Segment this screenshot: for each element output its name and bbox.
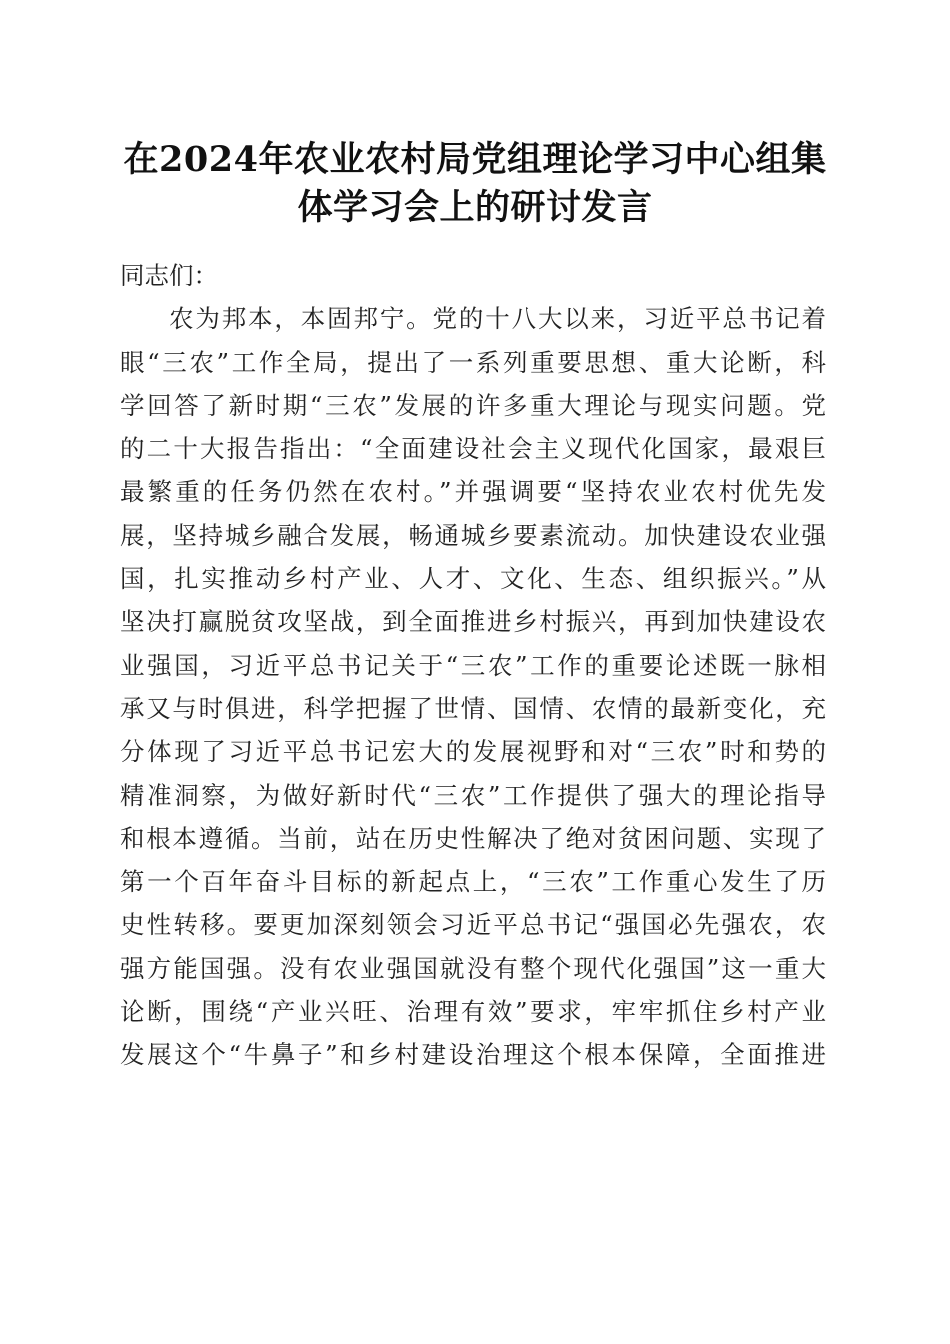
paragraph-line: 农为邦本，本固邦宁。党的十八大以来，习近平总书记着 — [169, 304, 826, 334]
paragraph-line: 承又与时俱进，科学把握了世情、国情、农情的最新变化，充 — [120, 693, 826, 723]
paragraph-line: 分体现了习近平总书记宏大的发展视野和对“三农”时和势的 — [120, 737, 826, 767]
paragraph-line: 发展这个“牛鼻子”和乡村建设治理这个根本保障，全面推进 — [120, 1040, 826, 1070]
paragraph-line: 史性转移。要更加深刻领会习近平总书记“强国必先强农，农 — [120, 910, 826, 940]
paragraph-line: 的二十大报告指出：“全面建设社会主义现代化国家，最艰巨 — [120, 434, 826, 464]
paragraph-line: 坚决打赢脱贫攻坚战，到全面推进乡村振兴，再到加快建设农 — [120, 607, 826, 637]
paragraph-line: 论断，围绕“产业兴旺、治理有效”要求，牢牢抓住乡村产业 — [120, 997, 826, 1027]
document-title — [100, 136, 850, 232]
document-body — [120, 254, 826, 1077]
title-line: 体学习会上的研讨发言 — [297, 187, 653, 228]
title-line: 在2024年农业农村局党组理论学习中心组集 — [123, 139, 827, 180]
salutation: 同志们： — [120, 261, 218, 290]
paragraph-line: 展，坚持城乡融合发展，畅通城乡要素流动。加快建设农业强 — [120, 520, 826, 550]
paragraph — [120, 297, 826, 1076]
paragraph-line: 最繁重的任务仍然在农村。”并强调要“坚持农业农村优先发 — [120, 477, 826, 507]
paragraph-line: 第一个百年奋斗目标的新起点上，“三农”工作重心发生了历 — [120, 867, 826, 897]
paragraph-line: 业强国，习近平总书记关于“三农”工作的重要论述既一脉相 — [120, 650, 826, 680]
paragraph-line: 学回答了新时期“三农”发展的许多重大理论与现实问题。党 — [120, 390, 826, 420]
paragraph-line: 眼“三农”工作全局，提出了一系列重要思想、重大论断，科 — [120, 347, 826, 377]
paragraph-line: 精准洞察，为做好新时代“三农”工作提供了强大的理论指导 — [120, 780, 826, 810]
paragraph-line: 和根本遵循。当前，站在历史性解决了绝对贫困问题、实现了 — [120, 823, 826, 853]
paragraph-line: 强方能国强。没有农业强国就没有整个现代化强国”这一重大 — [120, 953, 826, 983]
paragraph-line: 国，扎实推动乡村产业、人才、文化、生态、组织振兴。”从 — [120, 564, 826, 594]
